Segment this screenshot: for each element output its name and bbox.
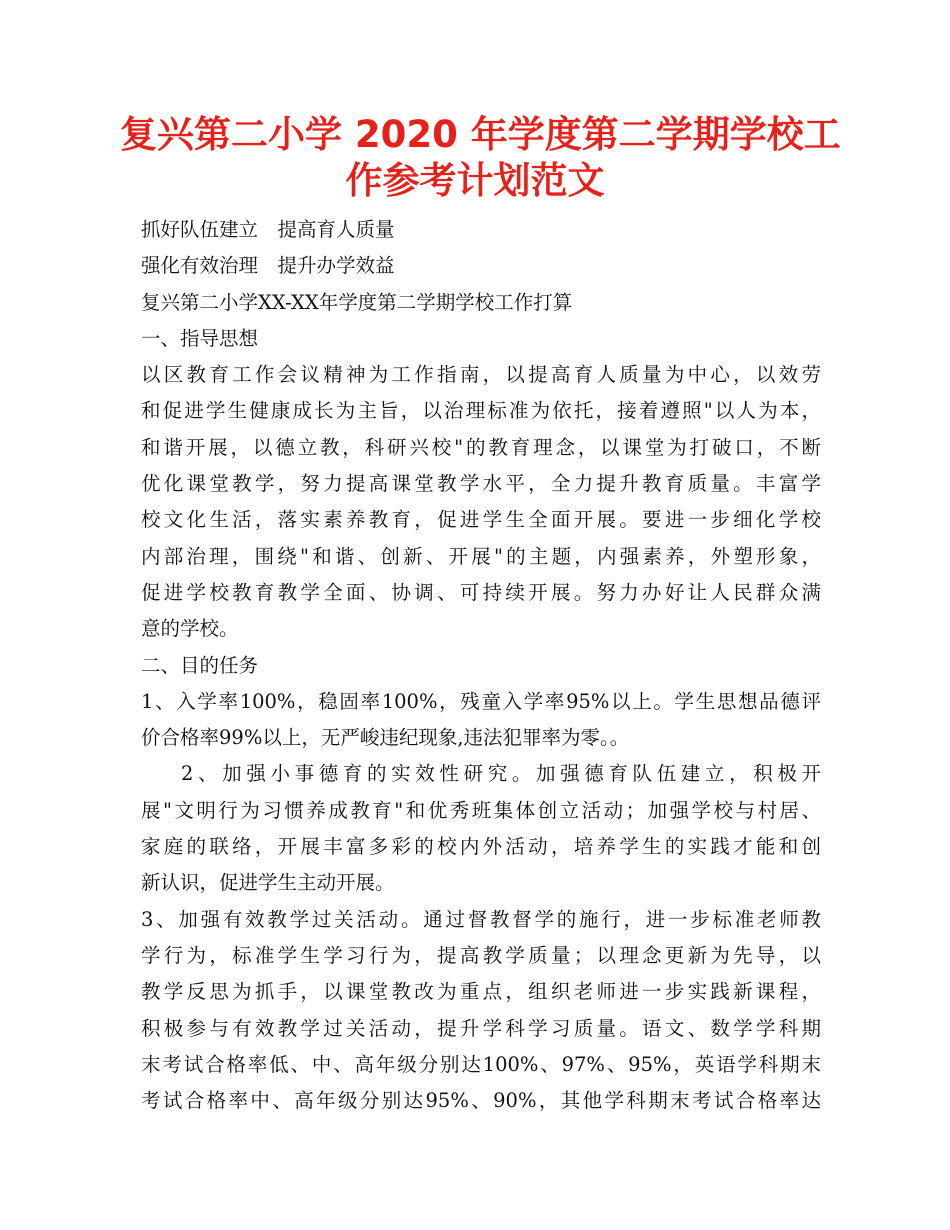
body-line: 优化课堂教学，努力提高课堂教学水平，全力提升教育质量。丰富学 bbox=[141, 472, 821, 496]
body-line: 展"文明行为习惯养成教育"和优秀班集体创立活动；加强学校与村居、 bbox=[141, 798, 821, 822]
document-title bbox=[120, 112, 841, 204]
body-line: 二、目的任务 bbox=[141, 653, 259, 677]
body-line: 强化有效治理 提升办学效益 bbox=[141, 254, 395, 278]
body-line: 考试合格率中、高年级分别达95%、90%，其他学科期末考试合格率达 bbox=[141, 1089, 821, 1113]
body-line: 和谐开展，以德立教，科研兴校"的教育理念，以课堂为打破口，不断 bbox=[141, 435, 821, 459]
body-line: 校文化生活，落实素养教育，促进学生全面开展。要进一步细化学校 bbox=[141, 508, 821, 532]
document-body bbox=[141, 212, 821, 1119]
body-line: 1、入学率100%，稳固率100%，残童入学率95%以上。学生思想品德评 bbox=[141, 689, 821, 713]
title-line-1: 复兴第二小学 2020 年学度第二学期学校工 bbox=[120, 113, 841, 156]
title-line-2: 作参考计划范文 bbox=[345, 159, 605, 202]
body-line: 积极参与有效教学过关活动，提升学科学习质量。语文、数学学科期 bbox=[141, 1016, 821, 1040]
body-line: 意的学校。 bbox=[141, 617, 239, 641]
body-line: 2、加强小事德育的实效性研究。加强德育队伍建立，积极开 bbox=[181, 762, 821, 786]
body-line: 3、加强有效教学过关活动。通过督教督学的施行，进一步标准老师教 bbox=[141, 907, 821, 931]
body-line: 家庭的联络，开展丰富多彩的校内外活动，培养学生的实践才能和创 bbox=[141, 835, 821, 859]
body-line: 新认识，促进学生主动开展。 bbox=[141, 871, 395, 895]
body-line: 末考试合格率低、中、高年级分别达100%、97%、95%，英语学科期末 bbox=[141, 1052, 821, 1076]
body-line: 促进学校教育教学全面、协调、可持续开展。努力办好让人民群众满 bbox=[141, 580, 821, 604]
body-line: 抓好队伍建立 提高育人质量 bbox=[141, 218, 395, 241]
body-line: 价合格率99%以上，无严峻违纪现象,违法犯罪率为零。。 bbox=[141, 726, 630, 750]
body-line: 一、指导思想 bbox=[141, 326, 259, 350]
body-line: 教学反思为抓手，以课堂教改为重点，组织老师进一步实践新课程， bbox=[141, 980, 821, 1004]
body-line: 内部治理，围绕"和谐、创新、开展"的主题，内强素养，外塑形象， bbox=[141, 544, 821, 568]
body-line: 学行为，标准学生学习行为，提高教学质量；以理念更新为先导，以 bbox=[141, 943, 821, 967]
body-line: 以区教育工作会议精神为工作指南，以提高育人质量为中心，以效劳 bbox=[141, 363, 821, 387]
body-line: 复兴第二小学XX-XX年学度第二学期学校工作打算 bbox=[141, 290, 573, 314]
body-line: 和促进学生健康成长为主旨，以治理标准为依托，接着遵照"以人为本， bbox=[141, 399, 821, 423]
